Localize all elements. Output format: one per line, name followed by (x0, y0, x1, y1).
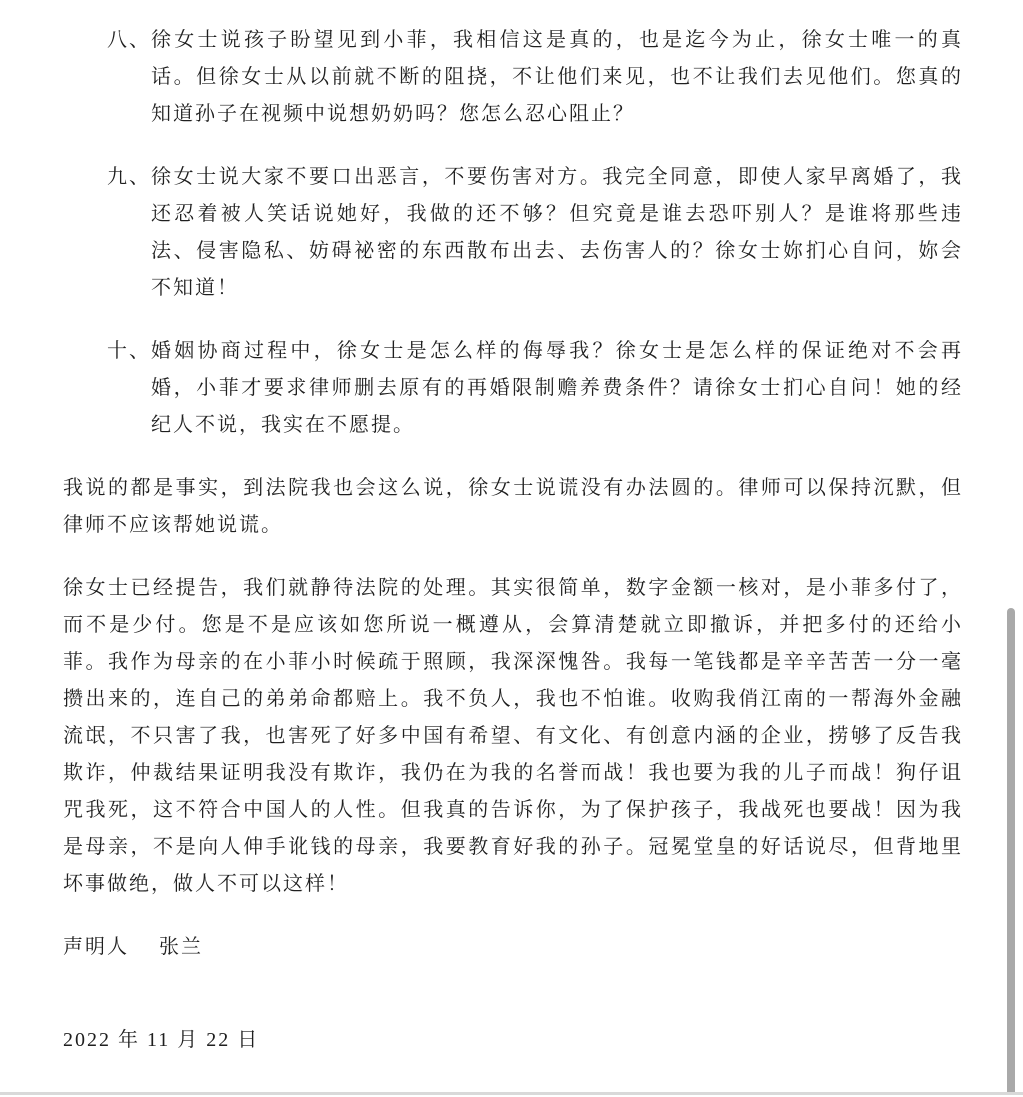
numbered-paragraph-10 (107, 333, 963, 444)
paragraph-number: 八、 (107, 29, 151, 51)
page-bottom-edge (0, 1092, 1023, 1095)
numbered-paragraph-8 (107, 22, 963, 133)
paragraph-number: 九、 (107, 166, 151, 188)
signature-name: 张兰 (159, 936, 203, 958)
paragraph-text: 婚姻协商过程中，徐女士是怎么样的侮辱我？徐女士是怎么样的保证绝对不会再婚，小菲才要求律师删去原有的再婚限制赡养费条件？请徐女士扪心自问！她的经纪人不说，我实在不愿提。 (151, 340, 963, 436)
date-line: 2022 年 11 月 22 日 (63, 1029, 260, 1051)
numbered-paragraph-9 (107, 159, 963, 307)
body-paragraph-closing: 徐女士已经提告，我们就静待法院的处理。其实很简单，数字金额一核对，是小菲多付了，而不是少付。您是不是应该如您所说一概遵从，会算清楚就立即撤诉，并把多付的还给小菲。我作为母亲的在小菲小时候疏于照顾，我深深愧咎。我每一笔钱都是辛辛苦苦一分一毫攒出来的，连自己的弟弟命都赔上。我不负人，我也不怕谁。收购我俏江南的一帮海外金融流氓，不只害了我，也害死了好多中国有希望、有文化、有创意内涵的企业，捞够了反告我欺诈，仲裁结果证明我没有欺诈，我仍在为我的名誉而战！我也要为我的儿子而战！狗仔诅咒我死，这不符合中国人的人性。但我真的告诉你，为了保护孩子，我战死也要战！因为我是母亲，不是向人伸手讹钱的母亲，我要教育好我的孙子。冠冕堂皇的好话说尽，但背地里坏事做绝，做人不可以这样！ (63, 577, 963, 895)
body-paragraph-facts: 我说的都是事实，到法院我也会这么说，徐女士说谎没有办法圆的。律师可以保持沉默，但律师不应该帮她说谎。 (63, 477, 963, 536)
signature-line (63, 929, 963, 966)
scrollbar-thumb[interactable] (1007, 608, 1015, 1092)
paragraph-number: 十、 (107, 340, 151, 362)
paragraph-text: 徐女士说孩子盼望见到小菲，我相信这是真的，也是迄今为止，徐女士唯一的真话。但徐女士从以前就不断的阻挠，不让他们来见，也不让我们去见他们。您真的知道孙子在视频中说想奶奶吗？您怎么忍心阻止？ (151, 29, 963, 125)
paragraph-text: 徐女士说大家不要口出恶言，不要伤害对方。我完全同意，即使人家早离婚了，我还忍着被人笑话说她好，我做的还不够？但究竟是谁去恐吓别人？是谁将那些违法、侵害隐私、妨碍祕密的东西散布出去、去伤害人的？徐女士妳扪心自问，妳会不知道！ (151, 166, 963, 299)
signature-label: 声明人 (63, 936, 129, 958)
